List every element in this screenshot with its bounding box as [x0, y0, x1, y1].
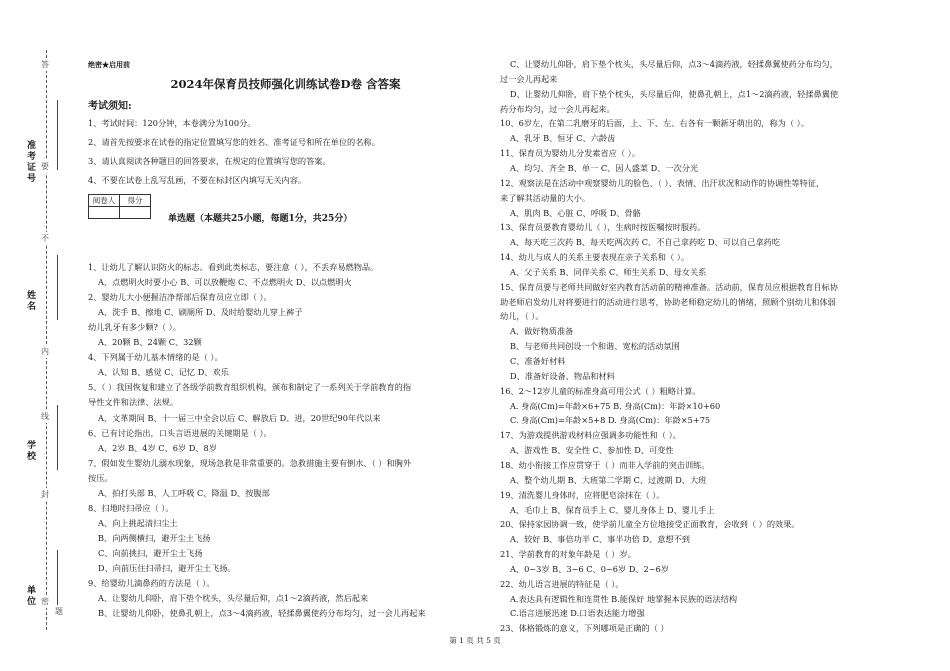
exam-title: 2024年保育员技师强化训练试卷D卷 含答案 — [170, 77, 401, 91]
binding-label-school: 学校 — [25, 440, 35, 462]
exam-id-write-line — [57, 100, 58, 170]
question-line: A、父子关系 B、同伴关系 C、师生关系 D、母女关系 — [510, 266, 707, 277]
question-line: B、让婴幼儿仰卧，使鼻孔朝上，点3～4滴药液，轻揉鼻翼使药分布均匀，过一会儿再起来 — [98, 608, 426, 619]
notice-heading: 考试须知: — [88, 101, 132, 112]
question-line: 2、婴幼儿大小便握洁净帮部后保育员应立即（ ）。 — [88, 292, 272, 303]
seal-char: 答 — [41, 60, 49, 69]
question-line: 1、让幼儿了解认识防火的标志。看到此类标志，要注意（ ），不丢弃易燃物品。 — [88, 262, 379, 272]
question-line: A、20颗 B、24颗 C、32颗 — [98, 337, 202, 348]
question-line: 5、（ ）我国恢复和建立了各级学前教育组织机构，颁布和制定了一系列关于学前教育的指 — [88, 382, 412, 393]
question-line: 21、学前教育的对象年龄是（ ）岁。 — [500, 549, 636, 560]
question-line: 幼儿乳牙有多少颗?（ ）。 — [88, 322, 181, 333]
question-line: 药分布均匀，过一会儿再起来。 — [500, 103, 615, 114]
question-line: B、向两侧横扫，避开尘土飞扬 — [98, 532, 211, 543]
question-line: 助老师启发幼儿对将要进行的活动进行思考，协助老师稳定幼儿的情绪，照顾个别幼儿和体弱 — [500, 296, 836, 307]
question-line: 15、保育员要与老师共同做好室内教育活动前的精神准备。活动前，保育员应根据教育目标协 — [500, 281, 838, 292]
question-line: A、2岁 B、4岁 C、6岁 D、8岁 — [98, 442, 217, 453]
question-line: 7、假如发生婴幼儿溺水现象，现场急救是非常重要的。急救措施主要有倒水、（ ）和胸外 — [88, 457, 412, 468]
binding-margin — [0, 0, 80, 671]
question-line: 13、保育员要教育婴幼儿（ ），生病时按医嘱按时服药。 — [500, 222, 706, 233]
question-line: 17、为游戏提供游戏材料应强调多功能性和（ ）。 — [500, 430, 681, 441]
question-line: 10、6岁左，在第二乳磨牙的后面，上、下、左、右各有一颗新牙萌出的，称为（ ）。 — [500, 118, 809, 129]
seal-char: 密 — [41, 597, 49, 606]
question-line: A、每天吃三次药 B、每天吃两次药 C、不自己拿药吃 D、可以自己拿药吃 — [510, 237, 781, 248]
question-line: 20、保持家园协调一致，使学前儿童全方位地接受正面教育，会收到（ ）的效果。 — [500, 519, 800, 530]
question-line: 18、幼小衔接工作应贯穿于（ ）而非入学前的突击训练。 — [500, 459, 710, 470]
question-line: A.表达具有逻辑性和连贯性 B.能保好 地掌握本民族的语法结构 — [510, 593, 738, 604]
question-line: A、文革期间 B、十一届三中全会以后 C、解放后 D、进，20世纪90年代以来 — [98, 412, 381, 423]
question-line: C. 身高(Cm)=年龄×5+8 D. 身高(Cm)：年龄×5+75 — [510, 415, 711, 426]
question-line: A. 身高(Cm)=年龄×6+75 B. 身高(Cm)：年龄×10+60 — [510, 400, 721, 411]
question-line: A、向上挑起清扫尘土 — [98, 517, 178, 528]
question-line: D、让婴幼儿仰卧，肩下垫个枕头，头尽量后仰，使鼻孔朝上，点1～2滴药液，轻揉鼻翼使 — [510, 88, 839, 99]
question-line: 8、扫地时扫帚应（ ）。 — [88, 502, 174, 513]
question-line: A、乳牙 B、恒牙 C、六龄齿 — [510, 133, 616, 144]
notice-item: 1、考试时间：120分钟，本卷满分为100分。 — [88, 118, 256, 128]
seal-char: 不 — [41, 234, 49, 243]
question-line: 幼儿，（ ）。 — [500, 311, 544, 322]
seal-char: 线 — [41, 412, 49, 421]
question-line: A、较好 B、事倍功半 C、事半功倍 D、意想不到 — [510, 534, 690, 545]
binding-label-name: 姓名 — [25, 290, 35, 312]
confidential-mark: 绝密★启用前 — [88, 60, 130, 69]
school-write-line — [57, 405, 58, 470]
question-line: A、拍打头部 B、人工呼吸 C、降温 D、按腹部 — [98, 487, 270, 498]
score-table — [88, 194, 151, 219]
question-line: 12、观察法是在活动中观察婴幼儿的脸色、（ ）、表情、出汗状况和动作的协调性等特征， — [500, 177, 825, 188]
question-line: A、0~3岁 B、3~6 C、0~6岁 D、2~6岁 — [510, 563, 669, 574]
question-line: D、准备好设备、物品和材料 — [510, 370, 615, 381]
binding-label-unit: 单位 — [25, 585, 35, 607]
name-write-line — [57, 255, 58, 320]
question-line: A、肌肉 B、心脏 C、呼吸 D、骨骼 — [510, 207, 641, 218]
question-line: A、点燃明火时要小心 B、可以放鞭炮 C、不点燃明火 D、以点燃明火 — [98, 277, 352, 288]
question-line: 导性文件和法律、法规。 — [88, 397, 179, 408]
score-table-cell[interactable] — [120, 207, 151, 219]
seal-char: 内 — [41, 347, 49, 356]
score-table-score: 得分 — [120, 195, 151, 207]
score-table-cell[interactable] — [89, 207, 120, 219]
question-line: A、洗手 B、擦地 C、刷厕所 D、及时给婴幼儿穿上裤子 — [98, 307, 303, 318]
question-line: A、认知 B、感觉 C、记忆 D、欢乐 — [98, 367, 229, 378]
question-line: A、均匀、齐全 B、单一 C、因人盛菜 D、一次分光 — [510, 162, 699, 173]
question-line: D、向前压住扫帚扫，避开尘土飞扬。 — [98, 563, 236, 573]
notice-item: 4、不要在试卷上乱写乱画，不要在标封区内填写无关内容。 — [88, 175, 307, 185]
question-line: 19、清洗婴儿身体时，应将肥皂涂抹在（ ）。 — [500, 489, 665, 500]
question-line: A、游戏性 B、安全性 C、参加性 D、可变性 — [510, 445, 674, 456]
section-heading: 单选题（本题共25小题，每题1分，共25分） — [168, 214, 353, 224]
question-line: 4、下列属于幼儿基本情绪的是（ ）。 — [88, 352, 223, 363]
question-line: 来了解其活动量的大小。 — [500, 192, 591, 203]
question-line: A、做好物质准备 — [510, 326, 574, 337]
question-line: B、与老师共同创设一个和谐、宽松的活动氛围 — [510, 341, 680, 352]
question-line: C、准备好材料 — [510, 356, 566, 366]
page-footer: 第 1 页 共 5 页 — [449, 636, 501, 645]
question-line: 9、给婴幼儿滴鼻药的方法是（ ）。 — [88, 578, 215, 589]
binding-label-exam-id: 准考证号 — [25, 140, 35, 184]
notice-item: 3、请认真阅读各种题目的回答要求，在规定的位置填写您的答案。 — [88, 156, 331, 166]
question-line: 6、已有讨论指出，口头言语进展的关键期是（ ）。 — [88, 427, 272, 438]
question-line: A、让婴幼儿仰卧，肩下垫个枕头，头尽量后仰，点1～2滴药液，然后起来 — [98, 593, 369, 604]
question-line: 按压。 — [88, 472, 113, 483]
seal-dashed-line — [46, 50, 47, 630]
seal-char: 封 — [41, 490, 49, 499]
notice-item: 2、请首先按要求在试卷的指定位置填写您的姓名、准考证号和所在单位的名称。 — [88, 137, 380, 147]
question-line: C、让婴幼儿仰卧，肩下垫个枕头，头尽量后仰，点3～4滴药液，轻揉鼻翼使药分布均匀， — [510, 59, 838, 69]
seal-char: 要 — [41, 162, 49, 171]
question-line: C、向前挑扫，避开尘土飞扬 — [98, 547, 203, 558]
question-line: A、整个幼儿期 B、大班第二学期 C、过渡期 D、大班 — [510, 474, 707, 485]
question-line: C.语言进展迅速 D.口语表达能力增强 — [510, 608, 645, 619]
seal-char: 题 — [55, 607, 63, 616]
question-line: 11、保育员为婴幼儿分发素省应（ ）。 — [500, 148, 640, 159]
question-line: 过一会儿再起来 — [500, 73, 558, 84]
score-table-reviewer: 阅卷人 — [89, 195, 120, 207]
question-line: 14、幼儿与成人的关系主要表现在亲子关系和（ ）。 — [500, 252, 690, 263]
question-line: 16、2～12岁儿童的标准身高可用公式（ ）粗略计算。 — [500, 385, 701, 396]
question-line: 23、体格锻炼的意义，下列哪项是正确的（ ） — [500, 623, 669, 634]
question-line: A、毛巾上 B、保育员手上 C、婴儿身体上 D、婴儿手上 — [510, 504, 715, 515]
question-line: 22、幼儿语言进展的特征是（ ）。 — [500, 578, 624, 589]
